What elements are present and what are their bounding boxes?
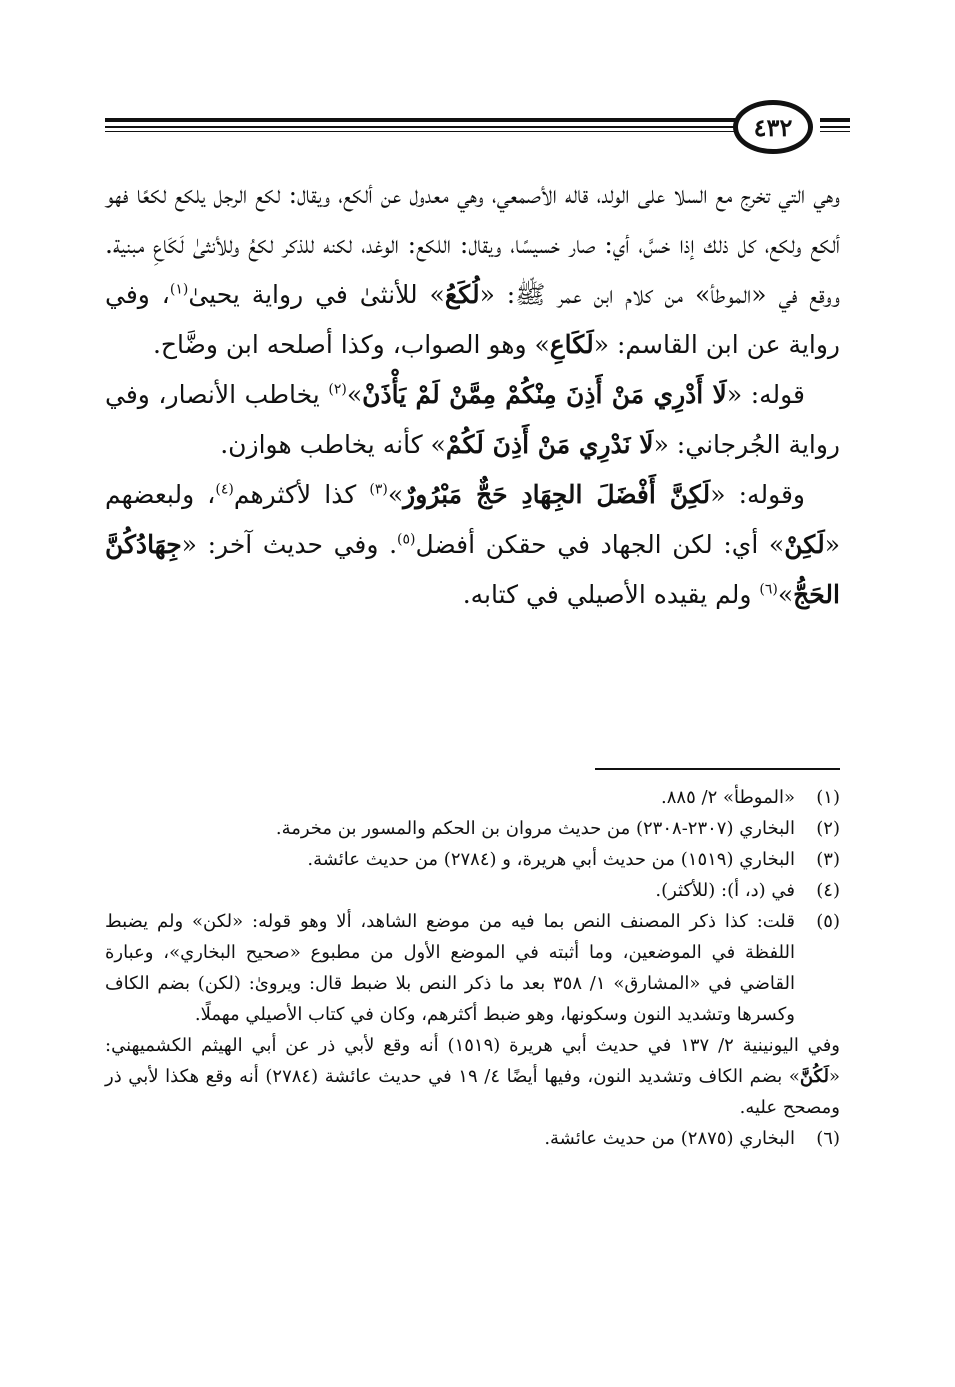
main-text [105,170,840,620]
hadith-quote: جِهَادُكُنَّ الحَجُّ [105,530,840,609]
header-rule [820,131,850,132]
footnote-4 [105,875,840,906]
footnote-text: البخاري (٢٨٧٥) من حديث عائشة. [544,1128,795,1149]
footnote-ref: (٣) [369,481,388,498]
quoted-word: لَكَاعِ [549,330,594,359]
text-run: قوله: « [726,380,806,409]
quoted-word: لَكُنَّ [799,1066,829,1087]
text-run: وهي التي تخرج مع السلا على الولد، قاله الأصمعي، وهي معدول عن ألكع، ويقال: لكع الرجل يلكع لكعًا فهو ألكع ولكع، كل ذلك إذا خسَّ، أي: صار خسيسًا، ويقال: اللكع: الوغد، لكنه للذكر لكعُ وللأنثىٰ لَكَاعِ مبنية. ووقع في «الموطأ» من كلام ابن عمر ﷺ: « [105,180,840,309]
text-run: » أي: لكن الجهاد في حقكن أفضل [415,530,785,559]
header-rule [820,118,850,122]
footnote-2 [105,813,840,844]
header-rule [105,131,805,132]
text-run: ، ولبعضهم « [105,480,840,559]
footnote-number: (٣) [816,849,840,870]
footnote-text: «الموطأ» ٢/ ٨٨٥. [661,787,795,808]
text-run: وقوله: « [710,480,806,509]
text-run: . وفي حديث آخر: « [181,530,398,559]
header-rule [105,118,805,122]
footnote-6 [105,1123,840,1154]
footnote-1 [105,782,840,813]
paragraph-3 [105,470,840,620]
footnote-text: قلت: كذا ذكر المصنف النص بما فيه من موضع الشاهد، ألا وهو قوله: «لكن» ولم يضبط اللفظة في الموضعين، وما أثبته في الموضع الأول من مطبوع «صحيح البخاري»، وعبارة القاضي في «المشارق» ١/ ٣٥٨ بعد ما ذكر النص بلا ضبط قال: ويروىٰ: (لكن) بضم الكاف وكسرها وتشديد النون وسكونها، وهو ضبط أكثرهم، وكان في كتاب الأصيلي مهملًا. [105,911,795,1025]
text-run: ، وفي رواية عن ابن القاسم: « [105,280,840,359]
quoted-word: لَكِنْ [784,530,825,559]
text-run: » [387,480,404,509]
quoted-word: لُكَعُ [444,280,480,309]
footnote-5 [105,906,840,1030]
footnote-text: في (د، أ): (للأكثر). [655,880,795,901]
header-rule [820,126,850,128]
hadith-quote: لَا نَدْرِي مَنْ أَذِنَ لَكُمْ [445,430,654,459]
footnote-separator [595,768,840,770]
footnote-number: (١) [816,787,840,808]
footnote-5-continuation [105,1030,840,1123]
footnote-text: البخاري (١٥١٩) من حديث أبي هريرة، و (٢٧٨٤) من حديث عائشة. [307,849,795,870]
text-run: » وهو الصواب، وكذا أصلحه ابن وضَّاح. [152,330,550,359]
text-run: يخاطب الأنصار، وفي رواية الجُرجاني: « [105,380,840,459]
footnote-ref: (٥) [397,531,416,548]
header-rule [105,126,805,128]
hadith-quote: لَكِنَّ أَفْضَلَ الجِهَادِ حَجٌّ مَبْرُورٌ [403,480,711,509]
text-run: وفي اليونينية ٢/ ١٣٧ في حديث أبي هريرة (١٥١٩) أنه وقع لأبي ذر عن أبي الهيثم الكشميهني: « [105,1035,841,1087]
text-run: » [777,580,794,609]
text-run: » [346,380,363,409]
footnote-number: (٦) [816,1128,840,1149]
page-number: ٤٣٢ [733,100,813,154]
footnote-ref: (٢) [328,381,347,398]
text-run: » بضم الكاف وتشديد النون، وفيها أيضًا ٤/ ١٩ في حديث عائشة (٢٧٨٤) أنه وقع هكذا لأبي ذر ومصحح عليه. [105,1066,840,1118]
footnote-number: (٥) [816,911,840,932]
hadith-quote: لَا أَدْرِي مَنْ أَذِنَ مِنْكُمْ مِمَّنْ لَمْ يَأْذَنْ [362,380,727,409]
text-run: » كأنه يخاطب هوازن. [220,430,446,459]
footnotes [105,782,840,1154]
footnote-ref: (٦) [759,581,778,598]
footnote-number: (٤) [816,880,840,901]
footnote-ref: (١) [169,281,189,298]
text-run: » للأنثىٰ في رواية يحيىٰ [188,280,445,309]
footnote-ref: (٤) [215,481,234,498]
paragraph-2 [105,370,840,470]
paragraph-1 [105,170,840,370]
footnote-text: البخاري (٢٣٠٧-٢٣٠٨) من حديث مروان بن الحكم والمسور بن مخرمة. [275,818,795,839]
text-run: كذا لأكثرهم [233,480,370,509]
footnote-3 [105,844,840,875]
footnote-number: (٢) [816,818,840,839]
text-run: ولم يقيده الأصيلي في كتابه. [462,580,760,609]
